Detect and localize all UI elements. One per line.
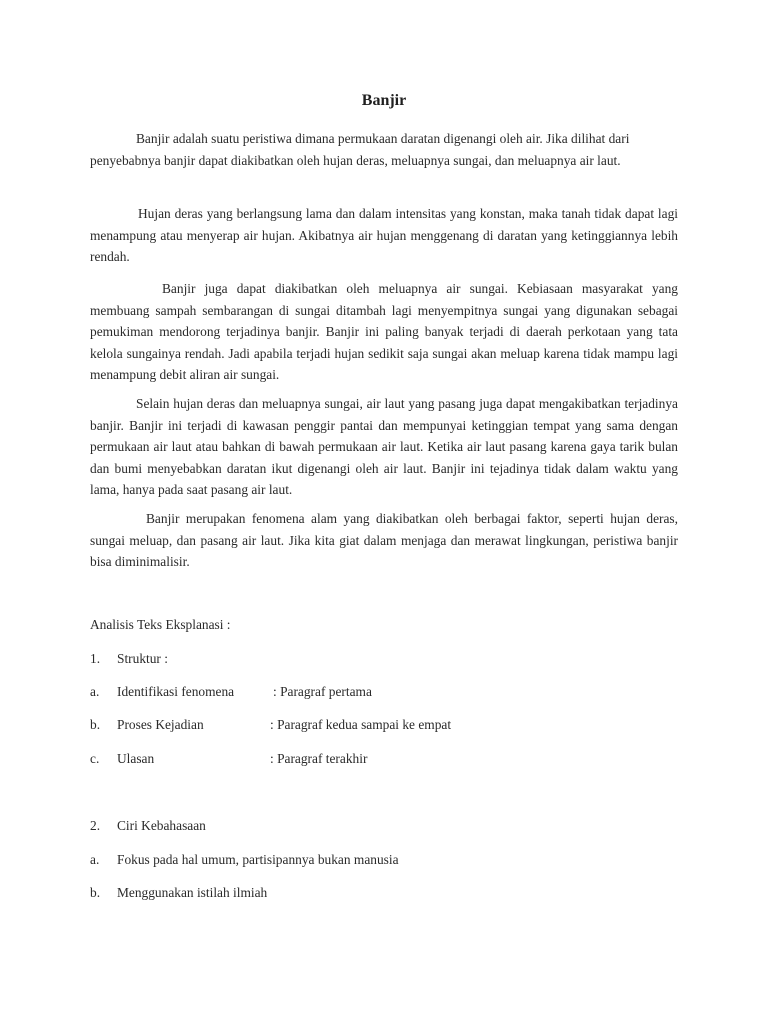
section-number: 1. bbox=[90, 651, 101, 666]
item-value: : Paragraf kedua sampai ke empat bbox=[270, 717, 452, 732]
section-label: Ciri Kebahasaan bbox=[117, 818, 206, 833]
document-title: Banjir bbox=[361, 92, 407, 109]
paragraph-3: Banjir juga dapat diakibatkan oleh meluapnya air sungai. Kebiasaan masyarakat yang membuang sampah sembarangan di sungai ditambah lagi menyempitnya sungai yang digunakan sebagai pemukiman mendorong terjadinya banjir. Banjir ini paling banyak terjadi di daerah perkotaan yang tata kelola sungainya rendah. Jadi apabila terjadi hujan sedikit saja sungai akan meluap karena tidak mampu lagi menampung debit aliran air sungai. bbox=[90, 281, 678, 382]
item-marker: b. bbox=[90, 885, 101, 900]
section-label: Struktur : bbox=[117, 651, 168, 666]
item-label: Ulasan bbox=[117, 751, 155, 766]
item-value: : Paragraf pertama bbox=[273, 684, 372, 699]
item-marker: a. bbox=[90, 852, 100, 867]
section-number: 2. bbox=[90, 818, 101, 833]
item-marker: b. bbox=[90, 717, 101, 732]
paragraph-5: Banjir merupakan fenomena alam yang diakibatkan oleh berbagai faktor, seperti hujan deras, sungai meluap, dan pasang air laut. Jika kita giat dalam menjaga dan merawat lingkungan, peristiwa banjir bisa diminimalisir. bbox=[90, 511, 678, 569]
item-label: Identifikasi fenomena bbox=[117, 684, 235, 699]
item-marker: c. bbox=[90, 751, 100, 766]
item-label: Menggunakan istilah ilmiah bbox=[117, 885, 268, 900]
paragraph-1: Banjir adalah suatu peristiwa dimana permukaan daratan digenangi oleh air. Jika dilihat dari penyebabnya banjir dapat diakibatkan oleh hujan deras, meluapnya sungai, dan meluapnya air laut. bbox=[90, 131, 630, 168]
item-value: : Paragraf terakhir bbox=[270, 751, 368, 766]
paragraph-2: Hujan deras yang berlangsung lama dan dalam intensitas yang konstan, maka tanah tidak dapat lagi menampung atau menyerap air hujan. Akibatnya air hujan menggenang di daratan yang ketinggiannya lebih rendah. bbox=[90, 206, 678, 264]
paragraph-4: Selain hujan deras dan meluapnya sungai, air laut yang pasang juga dapat mengakibatkan terjadinya banjir. Banjir ini terjadi di kawasan penggir pantai dan mempunyai ketinggian tempat yang sama dengan permukaan air laut atau bahkan di bawah permukaan air laut. Ketika air laut pasang karena gaya tarik bulan dan bumi menyebabkan daratan ikut digenangi oleh air laut. Banjir ini tejadinya tidak dalam waktu yang lama, hanya pada saat pasang air laut. bbox=[90, 396, 678, 497]
item-marker: a. bbox=[90, 684, 100, 699]
analysis-heading: Analisis Teks Eksplanasi : bbox=[90, 617, 231, 632]
item-label: Fokus pada hal umum, partisipannya bukan manusia bbox=[117, 852, 399, 867]
item-label: Proses Kejadian bbox=[117, 717, 204, 732]
